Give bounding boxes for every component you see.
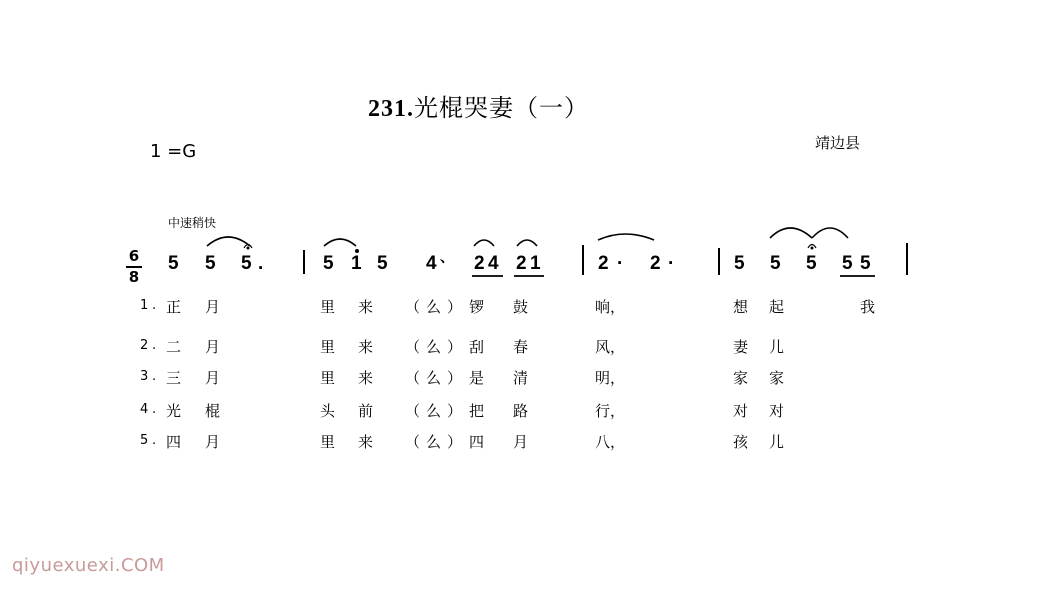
lyric-syllable: 起 <box>769 298 785 316</box>
slur <box>517 240 537 246</box>
lyric-syllable: 来 <box>358 338 374 356</box>
lyric-syllable: 月 <box>205 433 221 451</box>
lyric-syllable: 对 <box>769 402 785 420</box>
lyric-syllable: 棍 <box>205 402 221 420</box>
lyric-syllable: 八， <box>595 433 626 451</box>
verse-number: 2 <box>140 338 149 353</box>
note: 4 <box>488 253 499 274</box>
lyric-syllable: 家 <box>733 369 749 387</box>
verse-number-dot: . <box>152 402 157 417</box>
lyric-syllable: 家 <box>769 369 785 387</box>
lyric-syllable: 来 <box>358 433 374 451</box>
lyric-syllable: 是 <box>469 369 485 387</box>
note: 5 <box>323 253 334 274</box>
lyric-syllable: 三 <box>166 369 182 387</box>
lyric-syllable: 四 <box>166 433 182 451</box>
slur <box>474 240 494 246</box>
slur <box>598 234 654 240</box>
note: 5 <box>770 253 781 274</box>
lyric-syllable: 孩 <box>733 433 749 451</box>
note: 2 <box>516 253 527 274</box>
lyric-syllable: 前 <box>358 402 374 420</box>
note: 5 <box>860 253 871 274</box>
lyric-syllable: 明， <box>595 369 626 387</box>
verse-number-dot: . <box>152 369 157 384</box>
lyric-syllable: 路 <box>513 402 529 420</box>
lyric-syllable: 里 <box>320 433 336 451</box>
note: 4 <box>426 253 437 274</box>
fermata-dot <box>811 247 814 250</box>
lyric-syllable: 月 <box>205 369 221 387</box>
lyric-syllable: 行， <box>595 402 626 420</box>
note: 5 <box>806 253 817 274</box>
lyric-syllable: 清 <box>513 369 529 387</box>
verse-number: 5 <box>140 433 149 448</box>
time-signature-top: 6 <box>128 247 140 265</box>
lyric-syllable: 正 <box>166 298 182 316</box>
verse-number: 1 <box>140 298 149 313</box>
lyric-syllable: （么） <box>405 338 469 356</box>
lyric-syllable: 二 <box>166 338 182 356</box>
time-signature-bottom: 8 <box>128 268 140 286</box>
verse-number-dot: . <box>152 433 157 448</box>
tempo-marking: 中速稍快 <box>168 216 217 230</box>
slur <box>770 228 812 238</box>
lyric-syllable: 想 <box>733 298 749 316</box>
slur <box>207 237 250 246</box>
lyric-syllable: （么） <box>405 298 469 316</box>
breath-mark: 、 <box>440 249 454 265</box>
dot: · <box>617 253 624 274</box>
lyric-syllable: 儿 <box>769 338 785 356</box>
octave-dot <box>355 249 359 253</box>
lyric-syllable: 锣 <box>469 298 485 316</box>
lyric-syllable: 光 <box>166 402 182 420</box>
lyric-syllable: 四 <box>469 433 485 451</box>
verse-number: 4 <box>140 402 149 417</box>
lyric-syllable: 我 <box>860 298 876 316</box>
note: 2 <box>474 253 485 274</box>
lyric-syllable: （么） <box>405 402 469 420</box>
lyric-syllable: 鼓 <box>513 298 529 316</box>
lyric-syllable: 风， <box>595 338 626 356</box>
region-label: 靖边县 <box>815 134 861 152</box>
verse-number-dot: . <box>152 338 157 353</box>
lyric-syllable: 刮 <box>469 338 485 356</box>
lyric-syllable: 月 <box>205 298 221 316</box>
lyric-syllable: 对 <box>733 402 749 420</box>
song-number: 231. <box>368 96 414 122</box>
dot: . <box>258 253 264 274</box>
slur <box>812 228 848 238</box>
song-name: 光棍哭妻（一） <box>414 94 589 122</box>
lyric-syllable: 儿 <box>769 433 785 451</box>
lyric-syllable: （么） <box>405 369 469 387</box>
lyric-syllable: 里 <box>320 369 336 387</box>
watermark: qiyuexuexi.COM <box>12 555 165 576</box>
note: 2 <box>598 253 609 274</box>
note: 5 <box>205 253 216 274</box>
lyric-syllable: 里 <box>320 338 336 356</box>
lyric-syllable: 月 <box>205 338 221 356</box>
lyric-syllable: 春 <box>513 338 529 356</box>
verse-number-dot: . <box>152 298 157 313</box>
lyric-syllable: 月 <box>513 433 529 451</box>
note: 5 <box>241 253 252 274</box>
lyric-syllable: 妻 <box>733 338 749 356</box>
fermata-dot <box>247 247 250 250</box>
note: 1 <box>530 253 541 274</box>
lyric-syllable: 里 <box>320 298 336 316</box>
note: 5 <box>377 253 388 274</box>
dot: · <box>668 253 675 274</box>
note: 5 <box>168 253 179 274</box>
lyric-syllable: 来 <box>358 298 374 316</box>
key-signature: 1 =G <box>150 141 197 162</box>
lyric-syllable: 头 <box>320 402 336 420</box>
verse-number: 3 <box>140 369 149 384</box>
note: 5 <box>734 253 745 274</box>
lyric-syllable: 把 <box>469 402 485 420</box>
note-high: 1 <box>351 253 362 274</box>
lyric-syllable: （么） <box>405 433 469 451</box>
note: 5 <box>842 253 853 274</box>
lyric-syllable: 来 <box>358 369 374 387</box>
lyric-syllable: 响， <box>595 298 626 316</box>
slur <box>324 239 356 246</box>
note: 2 <box>650 253 661 274</box>
